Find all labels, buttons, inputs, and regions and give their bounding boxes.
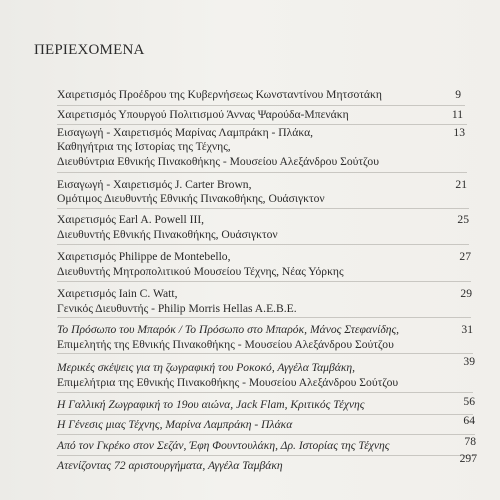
divider xyxy=(57,414,473,415)
divider xyxy=(57,317,471,318)
divider xyxy=(57,281,471,282)
toc-entry-line: Από τον Γκρέκο στον Σεζάν, Έφη Φουντουλάκη, Δρ. Ιστορίας της Τέχνης xyxy=(57,439,390,452)
toc-entry-line: Το Πρόσωπο του Μπαρόκ / Το Πρόσωπο στο Μπαρόκ, Μάνος Στεφανίδης, xyxy=(57,323,400,336)
toc-entry-line: Ατενίζοντας 72 αριστουργήματα, Αγγέλα Ταμβάκη xyxy=(57,459,283,472)
toc-page-number: 13 xyxy=(453,126,465,139)
toc-entry-line: Επιμελήτρια της Εθνικής Πινακοθήκης - Μουσείου Αλεξάνδρου Σούτζου xyxy=(57,376,399,389)
toc-page-number: 64 xyxy=(463,414,475,427)
toc-page-number: 78 xyxy=(464,435,476,448)
divider xyxy=(57,244,469,245)
divider xyxy=(57,124,467,125)
toc-page-number: 9 xyxy=(455,88,461,101)
toc-entry-line: Χαιρετισμός Υπουργού Πολιτισμού Άννας Ψαρούδα-Μπενάκη xyxy=(57,108,349,121)
page-title: ΠΕΡΙΕΧΟΜΕΝΑ xyxy=(34,42,145,58)
toc-entry-line: Μερικές σκέψεις για τη ζωγραφική του Ροκοκό, Αγγέλα Ταμβάκη, xyxy=(57,361,356,374)
toc-entry-line: Η Γαλλική Ζωγραφική το 19ου αιώνα, Jack Flam, Κριτικός Τέχνης xyxy=(57,398,365,411)
toc-entry-line: Χαιρετισμός Iain C. Watt, xyxy=(57,287,178,300)
divider xyxy=(57,172,467,173)
toc-page-number: 11 xyxy=(451,108,463,121)
toc-page-number: 29 xyxy=(460,287,472,300)
toc-page-number: 31 xyxy=(461,323,473,336)
toc-page-number: 25 xyxy=(457,213,469,226)
toc-entry-line: Χαιρετισμός Προέδρου της Κυβερνήσεως Κωνσταντίνου Μητσοτάκη xyxy=(57,88,382,101)
toc-page-number: 39 xyxy=(463,355,475,368)
divider xyxy=(57,434,475,435)
toc-entry-line: Διευθυντής Εθνικής Πινακοθήκης, Ουάσιγκτον xyxy=(57,228,278,241)
toc-entry-line: Καθηγήτρια της Ιστορίας της Τέχνης, xyxy=(57,140,231,153)
toc-entry-line: Εισαγωγή - Χαιρετισμός Μαρίνας Λαμπράκη - Πλάκα, xyxy=(57,126,314,139)
divider xyxy=(57,208,469,209)
divider xyxy=(57,105,465,106)
toc-entry-line: Ομότιμος Διευθυντής Εθνικής Πινακοθήκης, Ουάσιγκτον xyxy=(57,192,325,205)
toc-page-number: 21 xyxy=(455,178,467,191)
toc-page-number: 56 xyxy=(463,395,475,408)
divider xyxy=(57,392,473,393)
toc-entry-line: Χαιρετισμός Earl A. Powell III, xyxy=(57,213,205,226)
toc-entry-line: Χαιρετισμός Philippe de Montebello, xyxy=(57,250,231,263)
toc-page-number: 297 xyxy=(459,452,477,465)
toc-entry-line: Γενικός Διευθυντής - Philip Morris Hellas A.E.B.E. xyxy=(57,302,297,315)
toc-entry-line: Εισαγωγή - Χαιρετισμός J. Carter Brown, xyxy=(57,178,252,191)
toc-page-number: 27 xyxy=(459,250,471,263)
divider xyxy=(57,455,475,456)
toc-entry-line: Η Γένεσις μιας Τέχνης, Μαρίνα Λαμπράκη - Πλάκα xyxy=(57,418,293,431)
divider xyxy=(57,353,473,354)
toc-entry-line: Διευθυντής Μητροπολιτικού Μουσείου Τέχνης, Νέας Υόρκης xyxy=(57,265,344,278)
toc-entry-line: Διευθύντρια Εθνικής Πινακοθήκης - Μουσείου Αλεξάνδρου Σούτζου xyxy=(57,155,379,168)
toc-entry-line: Επιμελητής της Εθνικής Πινακοθήκης - Μουσείου Αλεξάνδρου Σούτζου xyxy=(57,338,394,351)
